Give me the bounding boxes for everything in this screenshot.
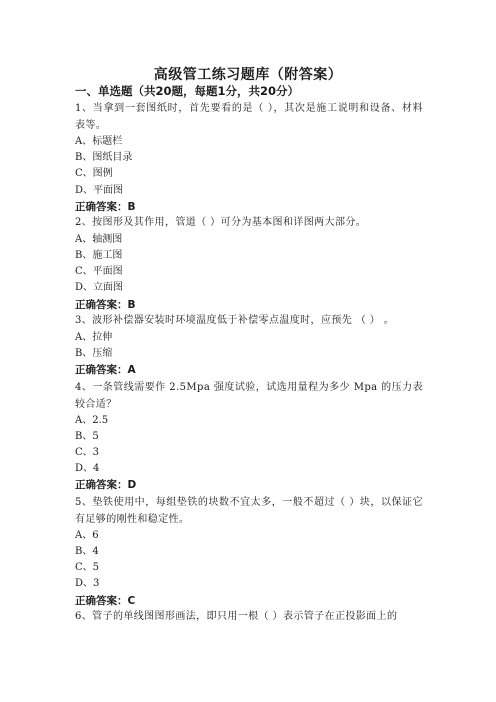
question-text: 6、管子的单线图图形画法，即只用一根（ ）表示管子在正投影面上的 <box>75 611 398 623</box>
question-text: 4、一条管线需要作 2.5Mpa 强度试验，试选用量程为多少 Mpa 的压力表较合适？ <box>75 381 423 410</box>
question-text: 1、当拿到一套图纸时，首先要看的是（ ），其次是施工说明和设备、材料表等。 <box>75 103 423 131</box>
option-b: B、压缩 <box>75 347 113 359</box>
option-a: A、2.5 <box>75 414 109 426</box>
option-d: D、平面图 <box>75 184 124 196</box>
option-c: C、3 <box>75 446 100 458</box>
option-d: D、3 <box>75 578 100 590</box>
question-block <box>75 215 423 313</box>
question-block <box>75 609 423 626</box>
option-b: B、施工图 <box>75 250 123 262</box>
option-a: A、标题栏 <box>75 136 123 147</box>
option-a: A、6 <box>75 529 99 541</box>
correct-answer: 正确答案：D <box>75 479 137 492</box>
question-block <box>75 100 423 215</box>
question-block <box>75 379 423 494</box>
question-list <box>75 100 423 626</box>
correct-answer: 正确答案：A <box>75 364 136 377</box>
question-text: 2、按图形及其作用，管道（ ）可分为基本图和详图两大部分。 <box>75 217 367 229</box>
option-d: D、4 <box>75 463 100 475</box>
option-b: B、4 <box>75 546 99 558</box>
correct-answer: 正确答案：B <box>75 200 136 213</box>
question-block <box>75 313 423 378</box>
option-a: A、拉伸 <box>75 331 113 343</box>
option-d: D、立面图 <box>75 282 124 294</box>
question-block <box>75 494 423 609</box>
option-a: A、轴测图 <box>75 233 123 245</box>
correct-answer: 正确答案：B <box>75 298 136 311</box>
option-c: C、5 <box>75 562 100 574</box>
question-text: 5、垫铁使用中，每组垫铁的块数不宜太多，一般不超过（ ）块，以保证它有足够的刚性和稳定性。 <box>75 496 423 525</box>
question-text: 3、波形补偿器安装时环境温度低于补偿零点温度时，应预先 （ ） 。 <box>75 315 395 327</box>
option-b: B、图纸目录 <box>75 152 133 164</box>
page-title: 高级管工练习题库（附答案） <box>153 67 343 83</box>
option-b: B、5 <box>75 430 99 442</box>
option-c: C、平面图 <box>75 266 123 278</box>
section-heading: 一、单选题（共20题，每题1分，共20分） <box>75 84 300 98</box>
option-c: C、图例 <box>75 168 113 180</box>
correct-answer: 正确答案：C <box>75 594 136 607</box>
